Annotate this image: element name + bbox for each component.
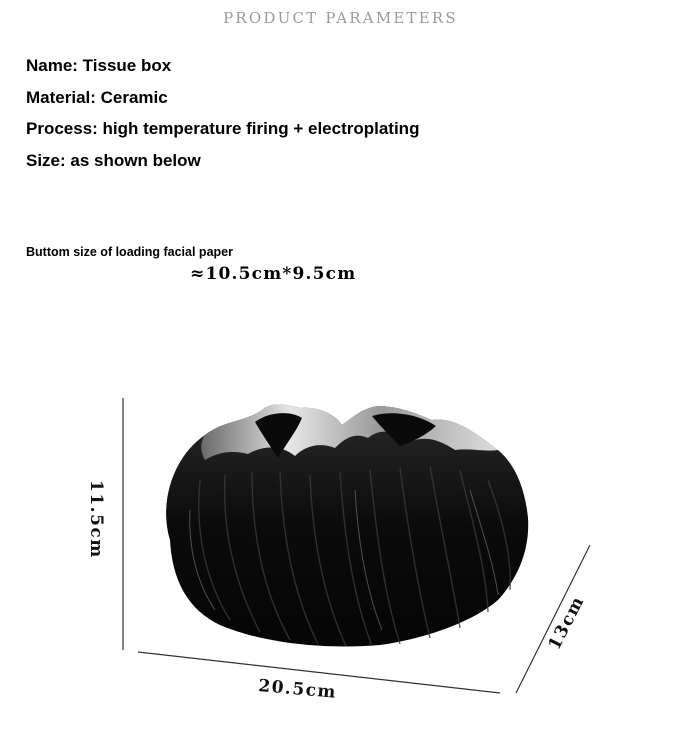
spec-size: Size: as shown below (26, 151, 201, 170)
product-dimension-diagram (0, 380, 681, 720)
spec-material: Material: Ceramic (26, 88, 168, 107)
bottom-size-value: ≈10.5cm*9.5cm (190, 264, 357, 284)
bottom-size-label: Buttom size of loading facial paper (26, 245, 233, 259)
section-title: PRODUCT PARAMETERS (223, 9, 458, 27)
spec-process: Process: high temperature firing + electroplating (26, 119, 420, 138)
tissue-box-image (166, 405, 528, 647)
width-dimension-label: 20.5cm (257, 676, 338, 703)
height-dimension-label: 11.5cm (86, 480, 106, 559)
spec-name: Name: Tissue box (26, 56, 172, 75)
depth-dimension-label: 13cm (544, 592, 589, 654)
